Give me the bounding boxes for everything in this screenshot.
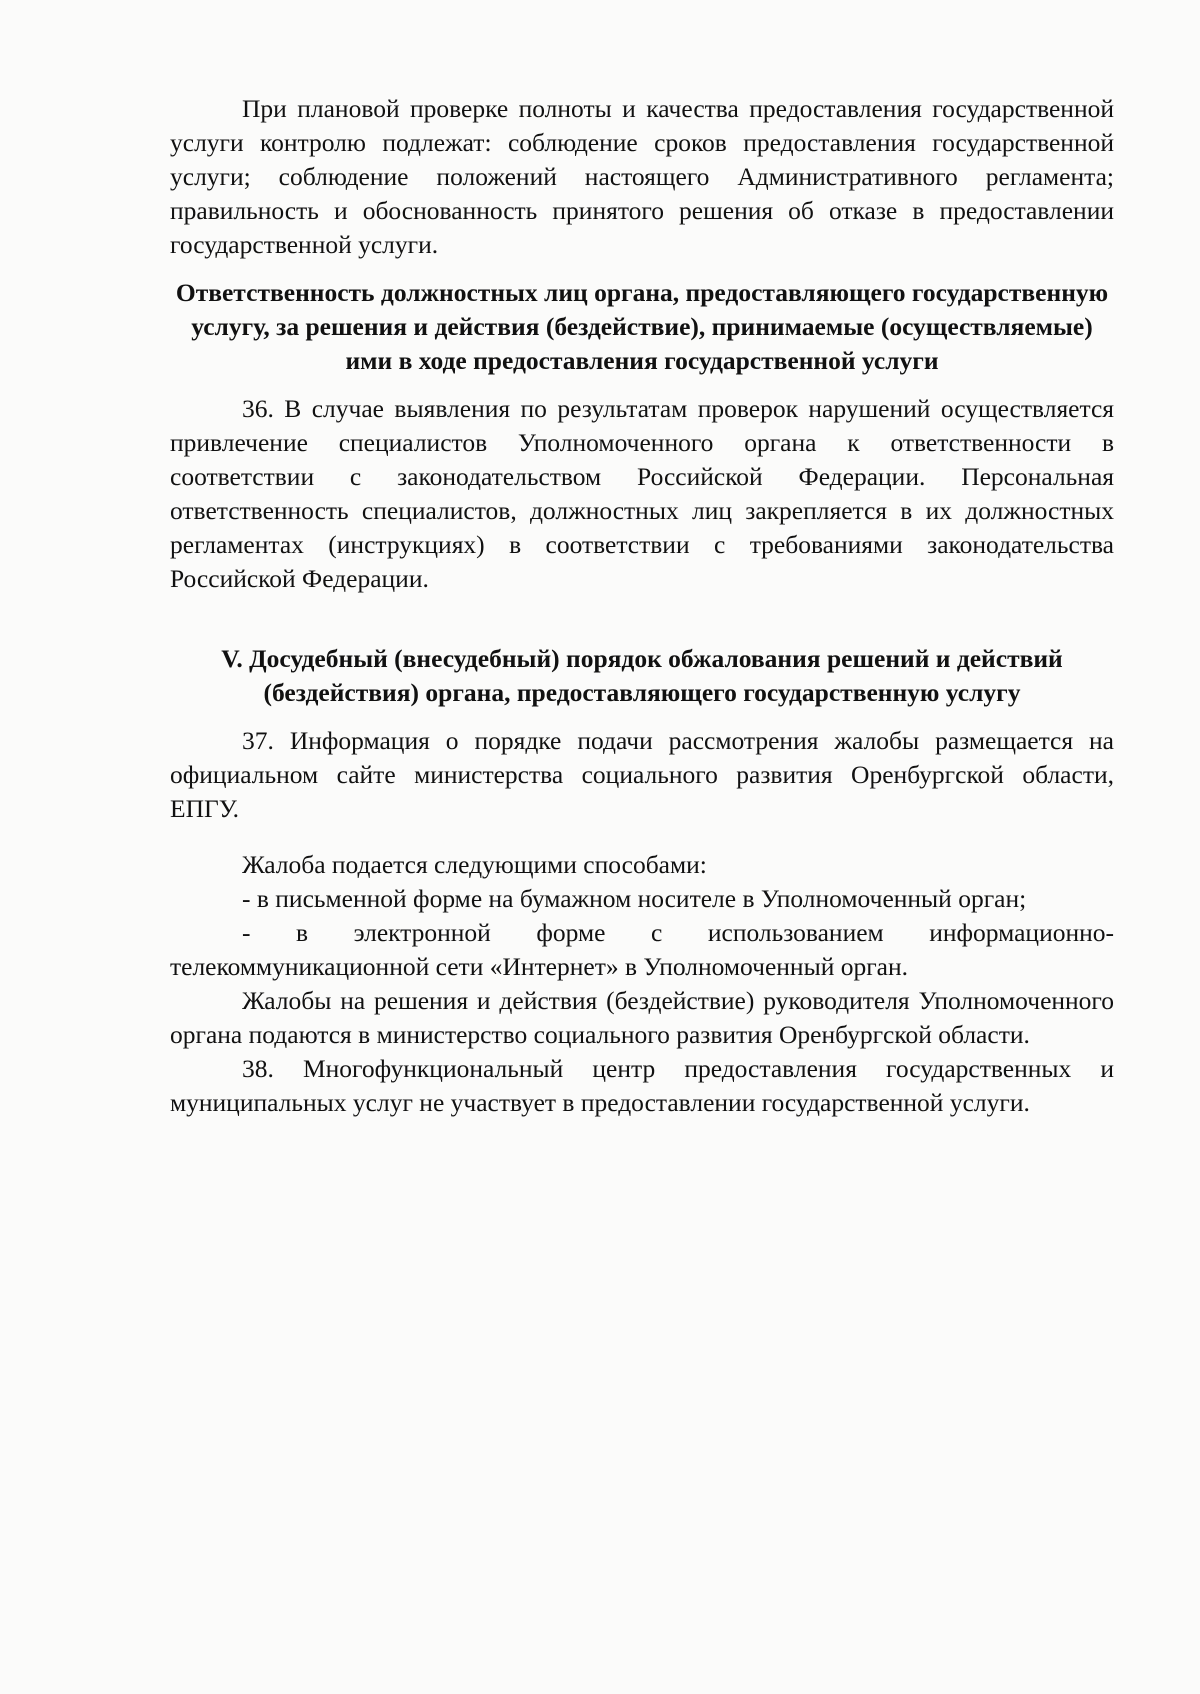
paragraph-37: 37. Информация о порядке подачи рассмотрения жалобы размещается на официальном сайте министерства социального развития Оренбургской области, ЕПГУ.	[170, 726, 1114, 823]
section-heading-responsibility: Ответственность должностных лиц органа, предоставляющего государственную услугу, за решения и действия (бездействие), принимаемые (осуществляемые) ими в ходе предоставления государственной услуги	[175, 278, 1109, 375]
paragraph-38: 38. Многофункциональный центр предоставления государственных и муниципальных услуг не участвует в предоставлении государственной услуги.	[170, 1054, 1114, 1117]
section-heading-v: V. Досудебный (внесудебный) порядок обжалования решений и действий (бездействия) органа, предоставляющего государственную услугу	[221, 644, 1063, 707]
paragraph-inspection-scope: При плановой проверке полноты и качества предоставления государственной услуги контролю подлежат: соблюдение сроков предоставления государственной услуги; соблюдение положений настоящего Административного регламента; правильность и обоснованность принятого решения об отказе в предоставлении государственной услуги.	[170, 94, 1114, 259]
paragraph-36: 36. В случае выявления по результатам проверок нарушений осуществляется привлечение специалистов Уполномоченного органа к ответственности в соответствии с законодательством Российской Федерации. Персональная ответственность специалистов, должностных лиц закрепляется в их должностных регламентах (инструкциях) в соответствии с требованиями законодательства Российской Федерации.	[170, 394, 1114, 593]
complaint-method-electronic: - в электронной форме с использованием информационно-телекоммуникационной сети «Интернет» в Уполномоченный орган.	[170, 918, 1114, 981]
paragraph-complaint-head: Жалобы на решения и действия (бездействие) руководителя Уполномоченного органа подаются в министерство социального развития Оренбургской области.	[170, 986, 1114, 1049]
document-content	[170, 92, 1114, 1120]
paragraph-complaint-intro: Жалоба подается следующими способами:	[242, 850, 707, 879]
complaint-method-paper: - в письменной форме на бумажном носителе в Уполномоченный орган;	[242, 884, 1027, 913]
